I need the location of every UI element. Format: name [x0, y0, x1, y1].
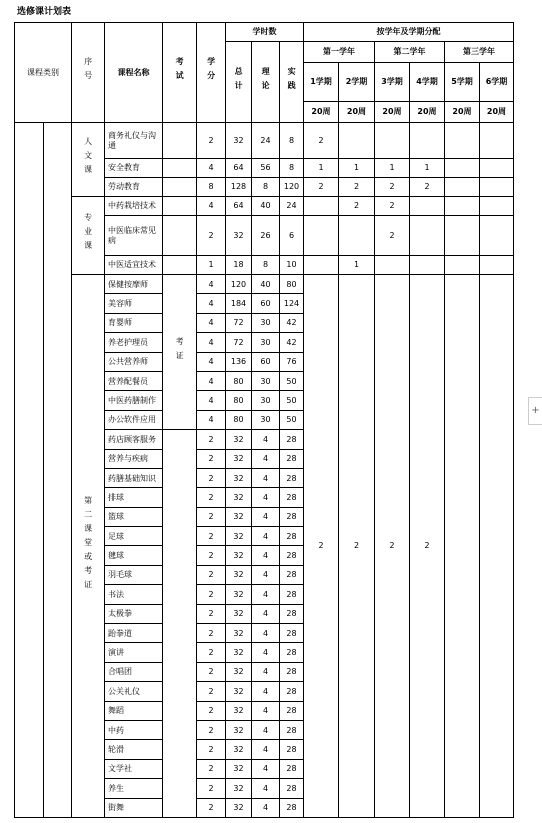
practice-cell: 28	[280, 449, 304, 468]
semester-cell	[410, 197, 445, 216]
semester-cell: 2	[375, 178, 410, 197]
practice-cell: 28	[280, 488, 304, 507]
header-sem6: 6学期	[480, 63, 514, 102]
credit-cell: 2	[197, 449, 226, 468]
group-label: 专业课	[72, 197, 105, 275]
course-name: 书法	[105, 585, 163, 604]
theory-cell: 8	[252, 256, 280, 275]
credit-cell: 2	[197, 565, 226, 584]
credit-cell: 2	[197, 662, 226, 681]
credit-cell: 4	[197, 410, 226, 429]
practice-cell: 42	[280, 313, 304, 332]
total-cell: 32	[226, 798, 252, 817]
practice-cell: 28	[280, 430, 304, 449]
credit-cell: 2	[197, 430, 226, 449]
course-name: 美容师	[105, 294, 163, 313]
header-exam: 考试	[163, 23, 197, 123]
credit-cell: 2	[197, 527, 226, 546]
semester-cell	[304, 197, 339, 216]
elective-plan-table	[14, 22, 514, 818]
semester-cell	[445, 197, 480, 216]
semester-cell	[410, 256, 445, 275]
total-cell: 32	[226, 430, 252, 449]
practice-cell: 124	[280, 294, 304, 313]
total-cell: 32	[226, 546, 252, 565]
theory-cell: 4	[252, 604, 280, 623]
header-hours: 学时数	[226, 23, 304, 42]
course-name: 中医适宜技术	[105, 256, 163, 275]
course-name: 足球	[105, 527, 163, 546]
credit-cell: 8	[197, 178, 226, 197]
credit-cell: 4	[197, 313, 226, 332]
semester-cell	[480, 123, 514, 159]
course-name: 合唱团	[105, 662, 163, 681]
category-cell	[15, 123, 44, 818]
credit-cell: 2	[197, 759, 226, 778]
semester-cell	[480, 178, 514, 197]
credit-cell: 2	[197, 682, 226, 701]
course-name: 文学社	[105, 759, 163, 778]
theory-cell: 4	[252, 585, 280, 604]
practice-cell: 8	[280, 123, 304, 159]
header-weeks: 20周	[375, 102, 410, 123]
practice-cell: 28	[280, 604, 304, 623]
theory-cell: 40	[252, 275, 280, 294]
practice-cell: 28	[280, 682, 304, 701]
header-credit: 学分	[197, 23, 226, 123]
semester-cell	[339, 216, 375, 256]
header-theory: 理论	[252, 42, 280, 123]
total-cell: 80	[226, 391, 252, 410]
theory-cell: 4	[252, 662, 280, 681]
exam-kaozheng: 考证	[163, 275, 197, 430]
semester-cell: 2	[339, 197, 375, 216]
exam-cell	[163, 197, 197, 216]
practice-cell: 28	[280, 585, 304, 604]
semester-merged-cell: 2	[410, 275, 445, 818]
course-name: 药店顾客服务	[105, 430, 163, 449]
semester-cell	[445, 159, 480, 178]
theory-cell: 30	[252, 313, 280, 332]
credit-cell: 2	[197, 798, 226, 817]
practice-cell: 42	[280, 333, 304, 352]
semester-cell	[480, 159, 514, 178]
total-cell: 32	[226, 507, 252, 526]
credit-cell: 2	[197, 488, 226, 507]
semester-cell: 2	[339, 178, 375, 197]
theory-cell: 4	[252, 624, 280, 643]
total-cell: 32	[226, 720, 252, 739]
theory-cell: 60	[252, 352, 280, 371]
total-cell: 32	[226, 701, 252, 720]
course-name: 毽球	[105, 546, 163, 565]
course-name: 中药	[105, 720, 163, 739]
theory-cell: 4	[252, 546, 280, 565]
course-name: 演讲	[105, 643, 163, 662]
header-sem5: 5学期	[445, 63, 480, 102]
exam-cell	[163, 430, 197, 818]
practice-cell: 28	[280, 546, 304, 565]
total-cell: 32	[226, 682, 252, 701]
total-cell: 32	[226, 449, 252, 468]
header-weeks: 20周	[480, 102, 514, 123]
header-year1: 第一学年	[304, 42, 375, 63]
theory-cell: 4	[252, 740, 280, 759]
credit-cell: 2	[197, 546, 226, 565]
semester-cell	[480, 256, 514, 275]
semester-cell: 2	[375, 216, 410, 256]
semester-cell	[375, 256, 410, 275]
practice-cell: 120	[280, 178, 304, 197]
theory-cell: 30	[252, 391, 280, 410]
header-weeks: 20周	[445, 102, 480, 123]
course-name: 养老护理员	[105, 333, 163, 352]
theory-cell: 4	[252, 720, 280, 739]
doc-title: 选修课计划表	[17, 7, 72, 17]
total-cell: 64	[226, 197, 252, 216]
header-weeks: 20周	[410, 102, 445, 123]
credit-cell: 4	[197, 391, 226, 410]
course-name: 太极拳	[105, 604, 163, 623]
course-name: 排球	[105, 488, 163, 507]
header-sem3: 3学期	[375, 63, 410, 102]
practice-cell: 50	[280, 410, 304, 429]
theory-cell: 30	[252, 371, 280, 390]
theory-cell: 30	[252, 410, 280, 429]
semester-cell: 1	[339, 256, 375, 275]
course-name: 办公软件应用	[105, 410, 163, 429]
credit-cell: 2	[197, 604, 226, 623]
header-year3: 第三学年	[445, 42, 514, 63]
course-name: 商务礼仪与沟通	[105, 123, 163, 159]
exam-cell	[163, 159, 197, 178]
course-name: 养生	[105, 779, 163, 798]
practice-cell: 8	[280, 159, 304, 178]
header-weeks: 20周	[339, 102, 375, 123]
total-cell: 32	[226, 604, 252, 623]
practice-cell: 10	[280, 256, 304, 275]
semester-merged-cell: 2	[304, 275, 339, 818]
theory-cell: 30	[252, 333, 280, 352]
theory-cell: 56	[252, 159, 280, 178]
practice-cell: 28	[280, 740, 304, 759]
theory-cell: 4	[252, 488, 280, 507]
semester-cell	[304, 216, 339, 256]
course-name: 劳动教育	[105, 178, 163, 197]
credit-cell: 4	[197, 333, 226, 352]
total-cell: 32	[226, 779, 252, 798]
theory-cell: 4	[252, 701, 280, 720]
semester-cell	[445, 123, 480, 159]
theory-cell: 40	[252, 197, 280, 216]
semester-merged-cell	[480, 275, 514, 818]
practice-cell: 50	[280, 371, 304, 390]
course-name: 公共营养师	[105, 352, 163, 371]
semester-cell	[410, 123, 445, 159]
practice-cell: 50	[280, 391, 304, 410]
total-cell: 32	[226, 662, 252, 681]
total-cell: 64	[226, 159, 252, 178]
credit-cell: 4	[197, 197, 226, 216]
exam-cell	[163, 123, 197, 159]
header-category: 课程类别	[15, 23, 72, 123]
category-sub-cell	[44, 123, 72, 818]
course-name: 中医药膳制作	[105, 391, 163, 410]
theory-cell: 4	[252, 527, 280, 546]
theory-cell: 60	[252, 294, 280, 313]
total-cell: 32	[226, 488, 252, 507]
total-cell: 18	[226, 256, 252, 275]
course-name: 跆拳道	[105, 624, 163, 643]
total-cell: 72	[226, 333, 252, 352]
header-seq: 序号	[72, 23, 105, 123]
course-name: 保健按摩师	[105, 275, 163, 294]
total-cell: 72	[226, 313, 252, 332]
header-total: 总计	[226, 42, 252, 123]
semester-cell	[410, 216, 445, 256]
table-row	[15, 197, 514, 216]
credit-cell: 2	[197, 123, 226, 159]
credit-cell: 2	[197, 720, 226, 739]
theory-cell: 4	[252, 565, 280, 584]
group-label: 人文课	[72, 123, 105, 197]
total-cell: 128	[226, 178, 252, 197]
total-cell: 32	[226, 565, 252, 584]
theory-cell: 4	[252, 507, 280, 526]
total-cell: 32	[226, 585, 252, 604]
theory-cell: 4	[252, 779, 280, 798]
header-name: 课程名称	[105, 23, 163, 123]
practice-cell: 28	[280, 701, 304, 720]
semester-cell	[445, 256, 480, 275]
side-add-button[interactable]: +	[528, 397, 542, 425]
course-name: 中医临床常见病	[105, 216, 163, 256]
semester-cell: 1	[375, 159, 410, 178]
total-cell: 136	[226, 352, 252, 371]
theory-cell: 24	[252, 123, 280, 159]
theory-cell: 4	[252, 643, 280, 662]
practice-cell: 28	[280, 662, 304, 681]
practice-cell: 28	[280, 720, 304, 739]
header-year2: 第二学年	[375, 42, 445, 63]
total-cell: 80	[226, 410, 252, 429]
credit-cell: 2	[197, 216, 226, 256]
course-name: 羽毛球	[105, 565, 163, 584]
semester-cell: 1	[339, 159, 375, 178]
exam-cell	[163, 178, 197, 197]
exam-cell	[163, 256, 197, 275]
theory-cell: 4	[252, 430, 280, 449]
practice-cell: 28	[280, 507, 304, 526]
total-cell: 32	[226, 468, 252, 487]
header-sem2: 2学期	[339, 63, 375, 102]
total-cell: 32	[226, 527, 252, 546]
practice-cell: 28	[280, 643, 304, 662]
practice-cell: 28	[280, 759, 304, 778]
table-row	[15, 123, 514, 159]
course-name: 营养与疾病	[105, 449, 163, 468]
total-cell: 80	[226, 371, 252, 390]
theory-cell: 8	[252, 178, 280, 197]
total-cell: 32	[226, 643, 252, 662]
course-name: 篮球	[105, 507, 163, 526]
semester-cell: 1	[410, 159, 445, 178]
credit-cell: 2	[197, 585, 226, 604]
header-distribution: 按学年及学期分配	[304, 23, 514, 42]
semester-merged-cell: 2	[339, 275, 375, 818]
course-name: 营养配餐员	[105, 371, 163, 390]
theory-cell: 4	[252, 449, 280, 468]
semester-cell	[304, 256, 339, 275]
semester-cell	[445, 178, 480, 197]
exam-cell	[163, 216, 197, 256]
credit-cell: 2	[197, 740, 226, 759]
header-weeks: 20周	[304, 102, 339, 123]
group-label: 第二课堂或考证	[72, 275, 105, 818]
header-sem4: 4学期	[410, 63, 445, 102]
credit-cell: 2	[197, 468, 226, 487]
total-cell: 32	[226, 123, 252, 159]
practice-cell: 28	[280, 798, 304, 817]
semester-cell: 2	[304, 178, 339, 197]
semester-cell	[445, 216, 480, 256]
practice-cell: 28	[280, 624, 304, 643]
practice-cell: 80	[280, 275, 304, 294]
credit-cell: 1	[197, 256, 226, 275]
practice-cell: 24	[280, 197, 304, 216]
total-cell: 32	[226, 624, 252, 643]
semester-merged-cell: 2	[375, 275, 410, 818]
practice-cell: 28	[280, 468, 304, 487]
theory-cell: 4	[252, 682, 280, 701]
credit-cell: 2	[197, 507, 226, 526]
semester-cell	[480, 216, 514, 256]
semester-cell	[375, 123, 410, 159]
practice-cell: 6	[280, 216, 304, 256]
semester-cell: 2	[410, 178, 445, 197]
course-name: 安全教育	[105, 159, 163, 178]
credit-cell: 2	[197, 701, 226, 720]
credit-cell: 4	[197, 352, 226, 371]
theory-cell: 26	[252, 216, 280, 256]
credit-cell: 2	[197, 624, 226, 643]
semester-cell	[480, 197, 514, 216]
credit-cell: 4	[197, 294, 226, 313]
semester-cell	[339, 123, 375, 159]
course-name: 育婴师	[105, 313, 163, 332]
theory-cell: 4	[252, 798, 280, 817]
credit-cell: 4	[197, 371, 226, 390]
practice-cell: 28	[280, 527, 304, 546]
credit-cell: 4	[197, 159, 226, 178]
total-cell: 32	[226, 216, 252, 256]
total-cell: 184	[226, 294, 252, 313]
practice-cell: 76	[280, 352, 304, 371]
credit-cell: 2	[197, 779, 226, 798]
course-name: 轮滑	[105, 740, 163, 759]
course-name: 舞蹈	[105, 701, 163, 720]
practice-cell: 28	[280, 565, 304, 584]
course-name: 药膳基础知识	[105, 468, 163, 487]
credit-cell: 2	[197, 643, 226, 662]
course-name: 街舞	[105, 798, 163, 817]
semester-cell: 2	[375, 197, 410, 216]
course-name: 公关礼仪	[105, 682, 163, 701]
total-cell: 32	[226, 759, 252, 778]
header-practice: 实践	[280, 42, 304, 123]
course-name: 中药栽培技术	[105, 197, 163, 216]
theory-cell: 4	[252, 468, 280, 487]
header-sem1: 1学期	[304, 63, 339, 102]
total-cell: 120	[226, 275, 252, 294]
practice-cell: 28	[280, 779, 304, 798]
semester-cell: 1	[304, 159, 339, 178]
semester-cell: 2	[304, 123, 339, 159]
theory-cell: 4	[252, 759, 280, 778]
semester-merged-cell	[445, 275, 480, 818]
table-row	[15, 275, 514, 294]
credit-cell: 4	[197, 275, 226, 294]
total-cell: 32	[226, 740, 252, 759]
